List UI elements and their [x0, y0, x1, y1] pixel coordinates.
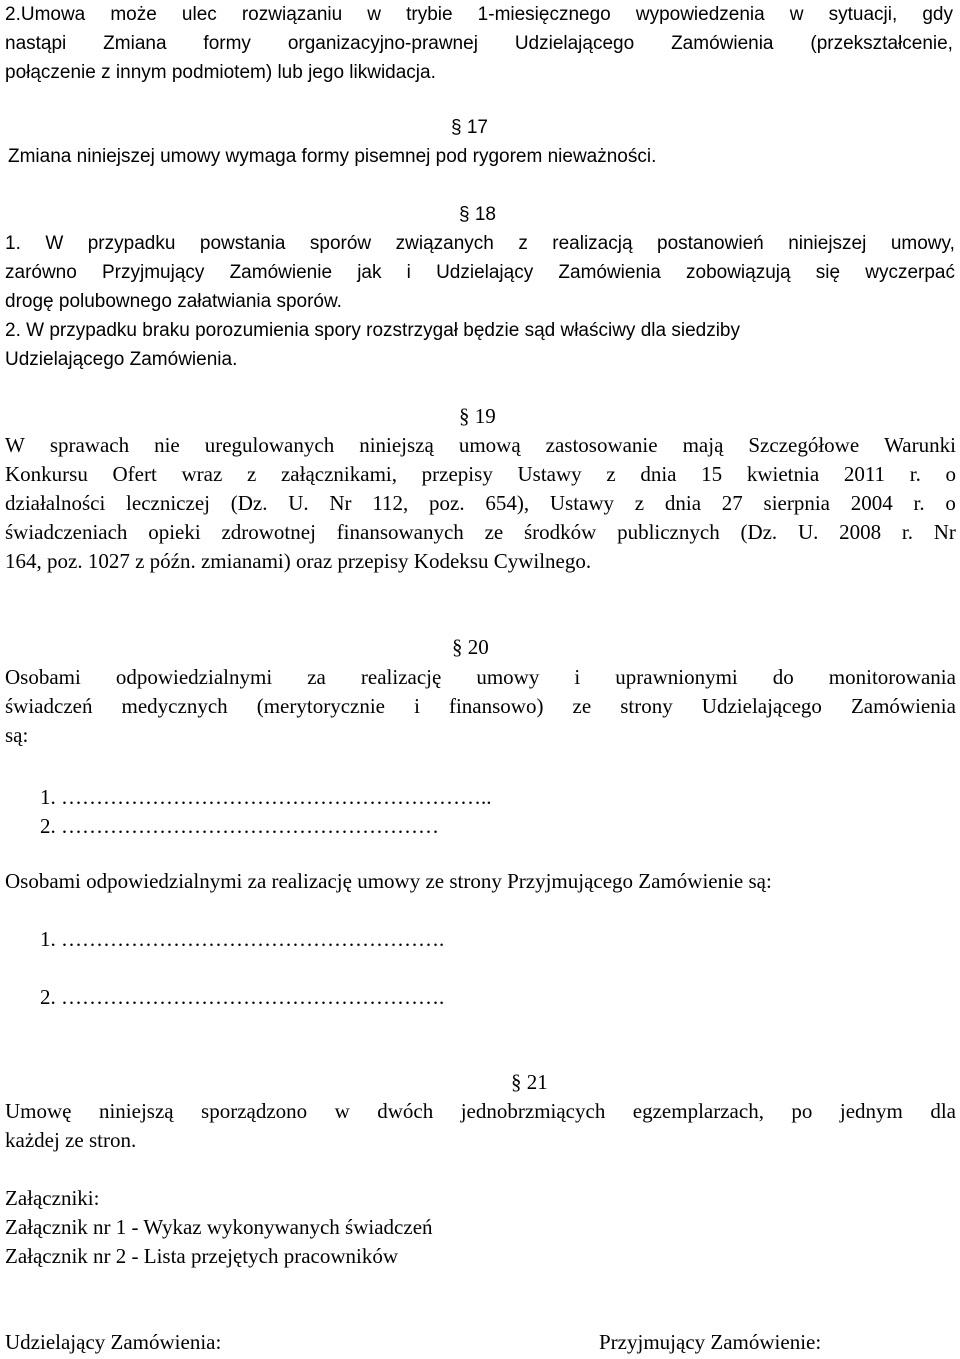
section-19-line-3: działalności leczniczej (Dz. U. Nr 112, poz. 654), Ustawy z dnia 27 sierpnia 2004 r. o — [5, 491, 956, 515]
section-19-line-5: 164, poz. 1027 z późn. zmianami) oraz przepisy Kodeksu Cywilnego. — [5, 549, 592, 573]
s16-line-3: połączenie z innym podmiotem) lub jego likwidacja. — [5, 62, 436, 83]
s16-line-2: nastąpi Zmiana formy organizacyjno-prawnej Udzielającego Zamówienia (przekształcenie, — [5, 33, 953, 54]
attachments-label: Załączniki: — [5, 1186, 100, 1210]
attachment-2: Załącznik nr 2 - Lista przejętych pracowników — [5, 1244, 399, 1268]
section-20-line-3: są: — [5, 723, 29, 747]
section-19-line-4: świadczeniach opieki zdrowotnej finansowanych ze środków publicznych (Dz. U. 2008 r. Nr — [5, 520, 956, 544]
section-18-line-4: 2. W przypadku braku porozumienia spory rozstrzygał będzie sąd właściwy dla siedziby — [5, 320, 740, 341]
section-18-line-2: zarówno Przyjmujący Zamówienie jak i Udzielający Zamówienia zobowiązują się wyczerpać — [5, 262, 955, 283]
s16-line-1: 2.Umowa może ulec rozwiązaniu w trybie 1-miesięcznego wypowiedzenia w sytuacji, gdy — [5, 4, 953, 25]
responsible-prz-item-1: 1. ………………………………………………. — [40, 927, 445, 951]
attachment-1: Załącznik nr 1 - Wykaz wykonywanych świadczeń — [5, 1215, 433, 1239]
responsible-prz-item-2: 2. ………………………………………………. — [40, 985, 445, 1009]
signature-left-label: Udzielający Zamówienia: — [5, 1330, 222, 1354]
section-21-heading: § 21 — [511, 1070, 548, 1094]
section-18-heading: § 18 — [459, 204, 496, 225]
section-21-line-1: Umowę niniejszą sporządzono w dwóch jednobrzmiących egzemplarzach, po jednym dla — [5, 1099, 956, 1123]
section-20-text-2: Osobami odpowiedzialnymi za realizację umowy ze strony Przyjmującego Zamówienie są: — [5, 869, 772, 893]
section-17-heading: § 17 — [451, 117, 488, 138]
section-19-heading: § 19 — [459, 404, 496, 428]
section-19-line-1: W sprawach nie uregulowanych niniejszą umową zastosowanie mają Szczegółowe Warunki — [5, 433, 956, 457]
section-17-text: Zmiana niniejszej umowy wymaga formy pisemnej pod rygorem nieważności. — [8, 146, 657, 167]
section-20-line-2: świadczeń medycznych (merytorycznie i finansowo) ze strony Udzielającego Zamówienia — [5, 694, 956, 718]
section-20-heading: § 20 — [452, 635, 489, 659]
section-18-line-5: Udzielającego Zamówienia. — [5, 349, 238, 370]
section-18-line-3: drogę polubownego załatwiania sporów. — [5, 291, 342, 312]
signature-right-label: Przyjmujący Zamówienie: — [599, 1330, 822, 1354]
section-21-line-2: każdej ze stron. — [5, 1128, 137, 1152]
section-20-line-1: Osobami odpowiedzialnymi za realizację umowy i uprawnionymi do monitorowania — [5, 665, 956, 689]
section-18-line-1: 1. W przypadku powstania sporów związanych z realizacją postanowień niniejszej umowy, — [5, 233, 955, 254]
responsible-udz-item-1: 1. …………………………………………………….. — [40, 785, 492, 809]
section-19-line-2: Konkursu Ofert wraz z załącznikami, przepisy Ustawy z dnia 15 kwietnia 2011 r. o — [5, 462, 956, 486]
responsible-udz-item-2: 2. ……………………………………………… — [40, 814, 439, 838]
